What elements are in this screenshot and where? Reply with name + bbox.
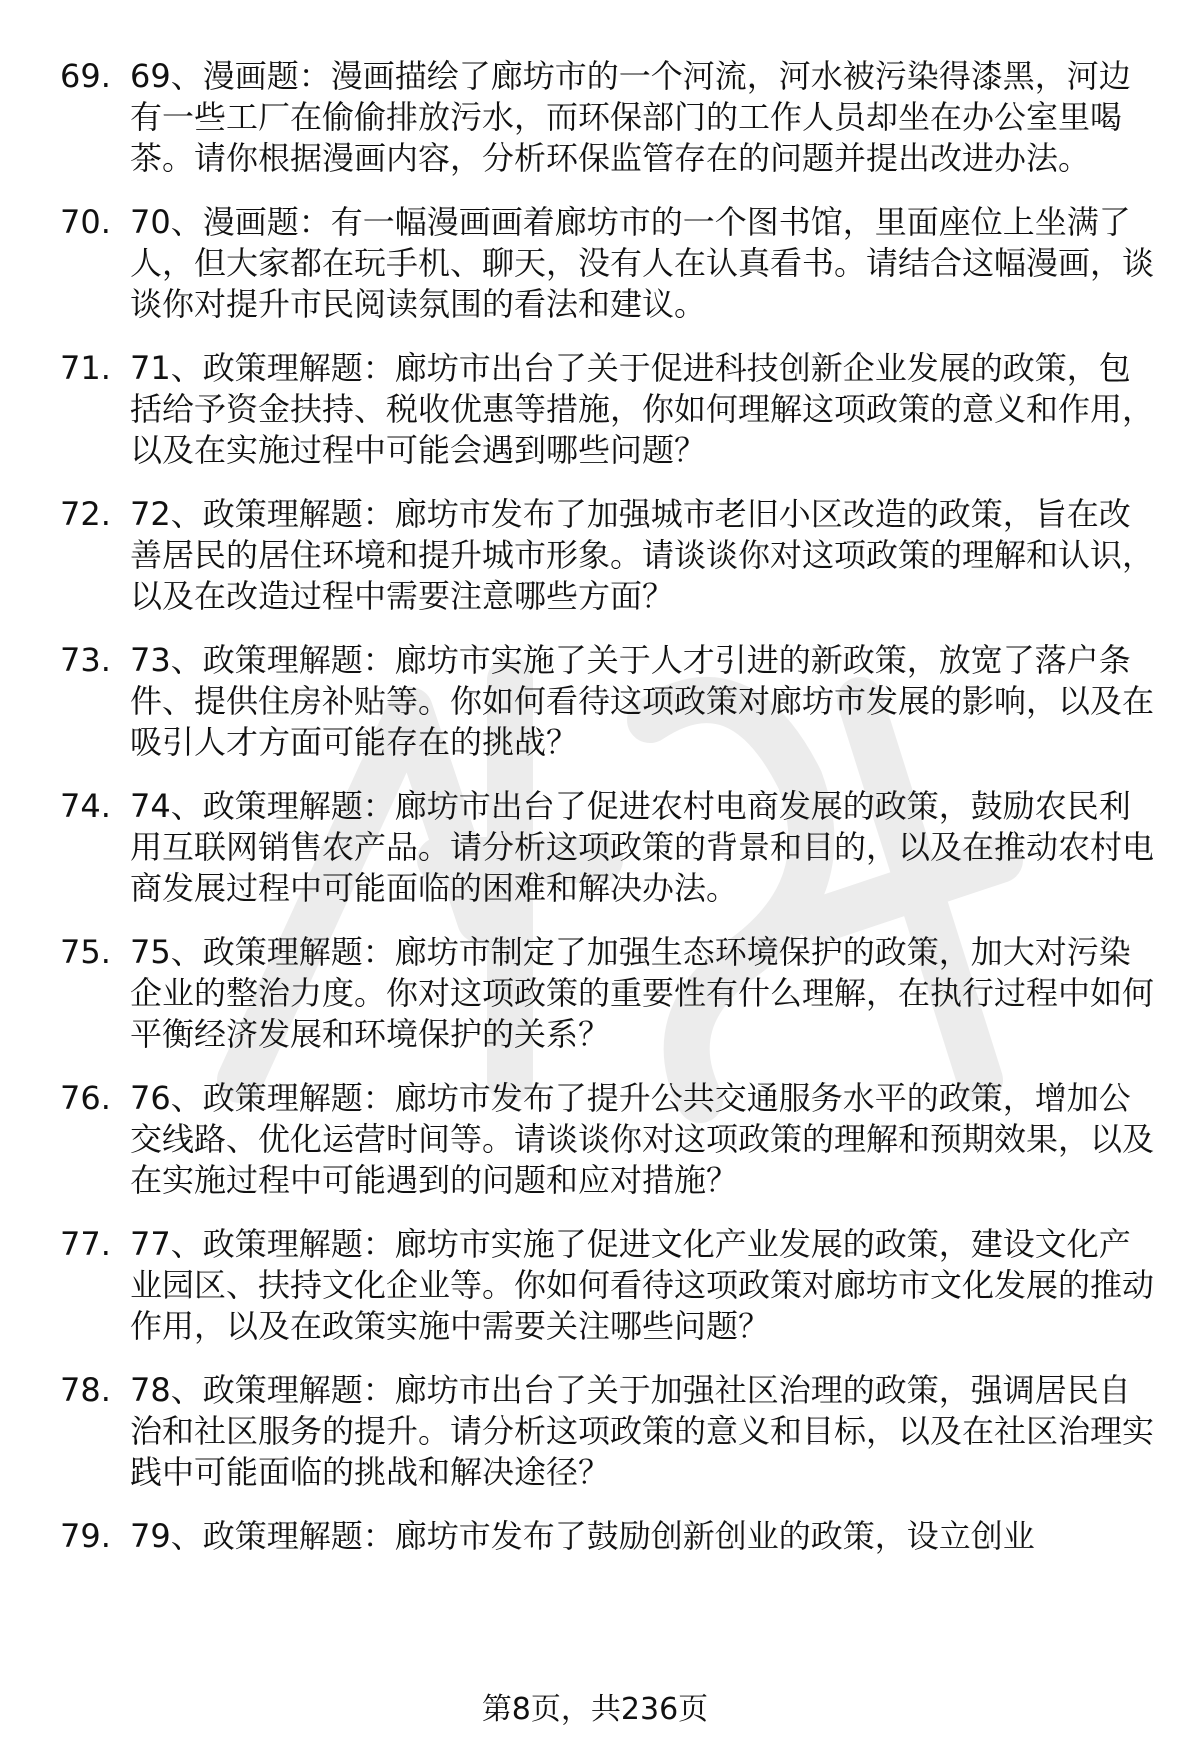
- question-text: 76、政策理解题：廊坊市发布了提升公共交通服务水平的政策，增加公交线路、优化运营时间等。请谈谈你对这项政策的理解和预期效果，以及在实施过程中可能遇到的问题和应对措施？: [130, 1079, 1155, 1199]
- question-number: 71.: [60, 349, 111, 387]
- question-number: 69.: [60, 57, 111, 95]
- question-text: 79、政策理解题：廊坊市发布了鼓励创新创业的政策，设立创业: [130, 1517, 1035, 1555]
- question-item: [60, 56, 1160, 179]
- question-text: 69、漫画题：漫画描绘了廊坊市的一个河流，河水被污染得漆黑，河边有一些工厂在偷偷排放污水，而环保部门的工作人员却坐在办公室里喝茶。请你根据漫画内容，分析环保监管存在的问题并提出改进办法。: [130, 57, 1131, 177]
- question-text: 74、政策理解题：廊坊市出台了促进农村电商发展的政策，鼓励农民利用互联网销售农产品。请分析这项政策的背景和目的，以及在推动农村电商发展过程中可能面临的困难和解决办法。: [130, 787, 1155, 907]
- question-item: [60, 1078, 1160, 1201]
- question-item: [60, 1370, 1160, 1493]
- question-number: 78.: [60, 1371, 111, 1409]
- question-item: [60, 786, 1160, 909]
- question-item: [60, 1224, 1160, 1347]
- question-text: 72、政策理解题：廊坊市发布了加强城市老旧小区改造的政策，旨在改善居民的居住环境和提升城市形象。请谈谈你对这项政策的理解和认识，以及在改造过程中需要注意哪些方面？: [130, 495, 1155, 615]
- question-text: 73、政策理解题：廊坊市实施了关于人才引进的新政策，放宽了落户条件、提供住房补贴等。你如何看待这项政策对廊坊市发展的影响，以及在吸引人才方面可能存在的挑战？: [130, 641, 1155, 761]
- question-item: [60, 202, 1160, 325]
- question-number: 70.: [60, 203, 111, 241]
- question-item: [60, 932, 1160, 1055]
- question-list: [60, 56, 1160, 1580]
- question-number: 75.: [60, 933, 111, 971]
- question-number: 79.: [60, 1517, 111, 1555]
- question-number: 76.: [60, 1079, 111, 1117]
- question-number: 73.: [60, 641, 111, 679]
- question-number: 77.: [60, 1225, 111, 1263]
- question-number: 74.: [60, 787, 111, 825]
- question-text: 71、政策理解题：廊坊市出台了关于促进科技创新企业发展的政策，包括给予资金扶持、税收优惠等措施，你如何理解这项政策的意义和作用，以及在实施过程中可能会遇到哪些问题？: [130, 349, 1155, 469]
- question-item: [60, 1516, 1160, 1557]
- question-item: [60, 494, 1160, 617]
- question-item: [60, 640, 1160, 763]
- question-text: 78、政策理解题：廊坊市出台了关于加强社区治理的政策，强调居民自治和社区服务的提升。请分析这项政策的意义和目标，以及在社区治理实践中可能面临的挑战和解决途径？: [130, 1371, 1155, 1491]
- page-number-footer: 第8页，共236页: [481, 1692, 709, 1727]
- question-number: 72.: [60, 495, 111, 533]
- question-text: 77、政策理解题：廊坊市实施了促进文化产业发展的政策，建设文化产业园区、扶持文化企业等。你如何看待这项政策对廊坊市文化发展的推动作用，以及在政策实施中需要关注哪些问题？: [130, 1225, 1155, 1345]
- question-item: [60, 348, 1160, 471]
- question-text: 70、漫画题：有一幅漫画画着廊坊市的一个图书馆，里面座位上坐满了人，但大家都在玩手机、聊天，没有人在认真看书。请结合这幅漫画，谈谈你对提升市民阅读氛围的看法和建议。: [130, 203, 1155, 323]
- question-text: 75、政策理解题：廊坊市制定了加强生态环境保护的政策，加大对污染企业的整治力度。你对这项政策的重要性有什么理解，在执行过程中如何平衡经济发展和环境保护的关系？: [130, 933, 1155, 1053]
